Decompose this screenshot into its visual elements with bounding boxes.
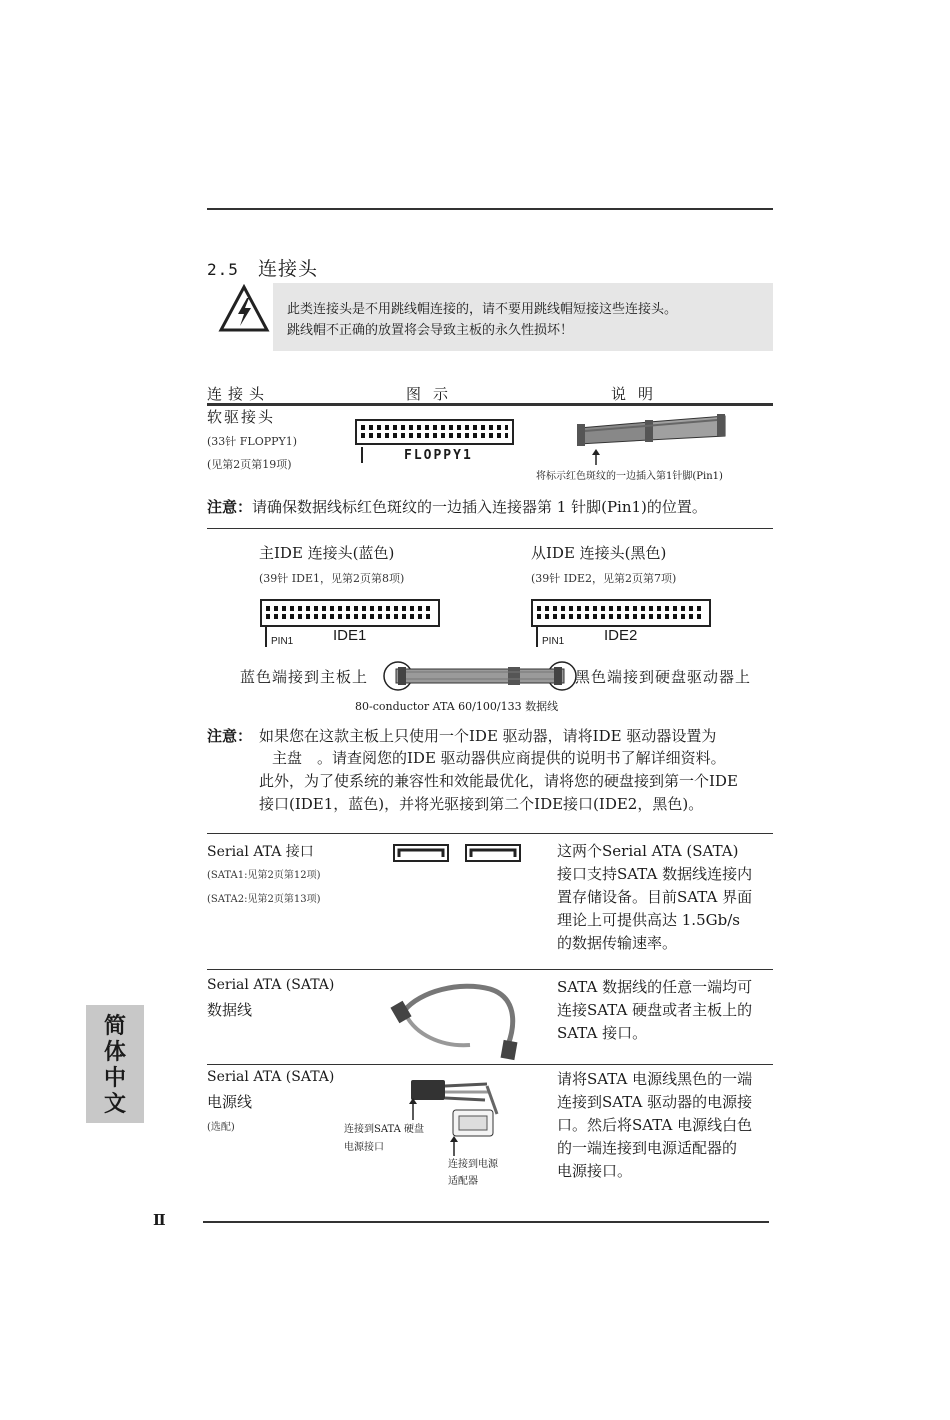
sata-cable-name-2: 数据线: [207, 1001, 253, 1019]
sata-cable-image: [390, 975, 530, 1063]
bottom-rule: [203, 1221, 769, 1223]
note-2-line-2: 主盘 。请查阅您的IDE 驱动器供应商提供的说明书了解详细资料。: [272, 749, 726, 767]
ide-secondary-title: 从IDE 连接头(黑色): [531, 544, 667, 562]
note-1-text: 请确保数据线标红色斑纹的一边插入连接器第 1 针脚(Pin1)的位置。: [252, 498, 707, 516]
sata-cable-rule: [207, 969, 773, 970]
sata-cable-desc-3: SATA 接口。: [557, 1024, 648, 1042]
side-tab-char-2: 体: [103, 1039, 126, 1065]
floppy-pin1-marker: [361, 447, 363, 463]
section-title: [207, 254, 318, 281]
note-1-label: 注意：: [207, 498, 253, 516]
sata-port-connector-1: [393, 844, 449, 862]
note-2-label: 注意：: [207, 727, 253, 745]
sata-cable-desc-2: 连接SATA 硬盘或者主板上的: [557, 1001, 753, 1019]
ide2-label: IDE2: [604, 627, 638, 644]
side-tab-char-3: 中: [103, 1065, 126, 1091]
note-2-line-1: 如果您在这款主板上只使用一个IDE 驱动器，请将IDE 驱动器设置为: [259, 727, 717, 745]
sata-power-callout-1a: 连接到SATA 硬盘: [344, 1124, 425, 1135]
sata-power-sub: (选配): [207, 1122, 235, 1133]
header-description: 说明: [611, 385, 666, 403]
header-rule: [207, 403, 773, 406]
ide1-label: IDE1: [333, 627, 367, 644]
ide2-connector: [531, 599, 711, 627]
sata-power-callout-2b: 适配器: [448, 1176, 478, 1187]
sata-port-sub-1: (SATA1:见第2页第12项): [207, 870, 321, 881]
sata-cable-desc-1: SATA 数据线的任意一端均可: [557, 978, 753, 996]
header-connector: 连接头: [207, 385, 271, 403]
warning-line-2: 跳线帽不正确的放置将会导致主板的永久性损坏！: [287, 323, 574, 338]
sata-port-desc-5: 的数据传输速率。: [557, 934, 678, 952]
sata-port-desc-4: 理论上可提供高达 1.5Gb/s: [557, 911, 740, 929]
sata-cable-desc: [557, 976, 752, 1045]
sata-power-desc: [557, 1068, 752, 1183]
warning-icon: [218, 284, 270, 334]
sata-power-rule: [207, 1064, 773, 1065]
ide-primary-sub: (39针 IDE1，见第2页第8项): [259, 572, 405, 585]
sata-power-callout-1b: 电源接口: [344, 1142, 384, 1153]
note-1: [207, 496, 707, 518]
sata-power-desc-2: 连接到SATA 驱动器的电源接: [557, 1093, 753, 1111]
header-diagram: 图示: [406, 385, 461, 403]
floppy-sub-2: (见第2页第19项): [207, 458, 292, 471]
floppy-arrow-icon: [591, 449, 601, 465]
top-rule: [207, 208, 773, 210]
warning-box: [273, 283, 773, 351]
ide1-connector: [260, 599, 440, 627]
sata-power-name-2: 电源线: [207, 1093, 253, 1111]
sata-port-desc-2: 接口支持SATA 数据线连接内: [557, 865, 753, 883]
sata-power-desc-5: 电源接口。: [557, 1162, 633, 1180]
ide-secondary-sub: (39针 IDE2，见第2页第7项): [531, 572, 677, 585]
sata-power-desc-4: 的一端连接到电源适配器的: [557, 1139, 738, 1157]
sata-power-callout-2a: 连接到电源: [448, 1159, 498, 1170]
section-title-text: 连接头: [257, 258, 318, 280]
ide-black-end-label: 黑色端接到硬盘驱动器上: [575, 668, 752, 686]
ide-primary-title: 主IDE 连接头(蓝色): [259, 544, 395, 562]
sata-port-rule: [207, 833, 773, 834]
sata-port-sub-2: (SATA2:见第2页第13项): [207, 894, 321, 905]
note-1-rule: [207, 528, 773, 529]
floppy-caption: 将标示红色斑纹的一边插入第1针脚(Pin1): [536, 471, 723, 482]
page-number: Ⅱ: [153, 1211, 166, 1229]
note-2-line-3: 此外，为了使系统的兼容性和效能最优化，请将您的硬盘接到第一个IDE: [259, 772, 738, 790]
floppy-connector: [355, 419, 514, 445]
floppy-name: 软驱接头: [207, 408, 276, 426]
ide-blue-end-label: 蓝色端接到主板上: [240, 668, 369, 686]
sata-port-desc-3: 置存储设备。目前SATA 界面: [557, 888, 753, 906]
sata-power-desc-3: 口。然后将SATA 电源线白色: [557, 1116, 753, 1134]
ide-cable-caption: 80-conductor ATA 60/100/133 数据线: [355, 700, 559, 713]
ide1-pin1-marker: [265, 627, 267, 647]
sata-cable-name-1: Serial ATA (SATA): [207, 977, 335, 993]
ide2-pin1-label: PIN1: [542, 636, 565, 647]
floppy-silk-label: FLOPPY1: [404, 448, 473, 463]
sata-power-arrow-1-icon: [408, 1098, 418, 1120]
ide2-pin1-marker: [536, 627, 538, 647]
floppy-cable-image: [575, 414, 727, 450]
section-number: 2.5: [207, 260, 239, 279]
sata-port-name: Serial ATA 接口: [207, 844, 314, 860]
sata-power-arrow-2-icon: [449, 1136, 459, 1156]
sata-port-desc-1: 这两个Serial ATA (SATA): [557, 842, 739, 860]
ide1-pin1-label: PIN1: [271, 636, 294, 647]
sata-power-desc-1: 请将SATA 电源线黑色的一端: [557, 1070, 753, 1088]
ide-cable-image: [382, 657, 578, 695]
sata-port-desc: [557, 840, 752, 955]
note-2-line-4: 接口(IDE1，蓝色)，并将光驱接到第二个IDE接口(IDE2，黑色)。: [259, 795, 704, 813]
warning-line-1: 此类连接头是不用跳线帽连接的，请不要用跳线帽短接这些连接头。: [287, 302, 678, 317]
sata-power-cable-image: [405, 1074, 515, 1150]
sata-power-name-1: Serial ATA (SATA): [207, 1069, 335, 1085]
sata-port-connector-2: [465, 844, 521, 862]
side-tab-char-1: 简: [103, 1013, 126, 1039]
side-tab-char-4: 文: [103, 1091, 126, 1117]
language-side-tab: [86, 1005, 144, 1123]
floppy-sub-1: (33针 FLOPPY1): [207, 435, 298, 448]
